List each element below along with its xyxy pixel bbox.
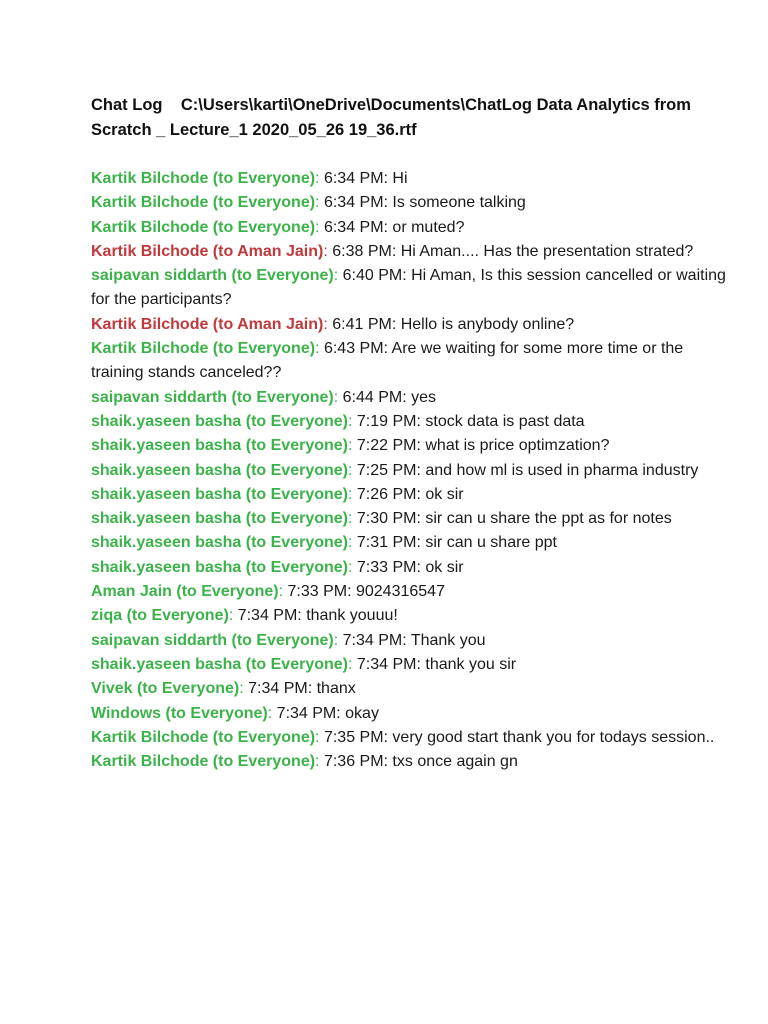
chat-message [91,556,731,580]
document-page [91,93,731,774]
message-sender: shaik.yaseen basha (to Everyone) [91,534,348,552]
message-sender: Kartik Bilchode (to Everyone) [91,753,316,771]
document-title: Chat Log C:\Users\karti\OneDrive\Documents\ChatLog Data Analytics from Scratch _ Lecture_1 2020_05_26 19_36.rtf [91,96,696,139]
chat-message [91,216,731,240]
chat-message [91,750,731,774]
message-sender: Kartik Bilchode (to Everyone) [91,170,316,187]
sender-separator: : [315,728,320,746]
sender-separator: : [348,534,353,552]
message-text: 6:44 PM: yes [338,388,437,406]
message-text: 7:33 PM: ok sir [352,558,464,576]
message-sender: Kartik Bilchode (to Aman Jain) [91,242,324,260]
message-sender: shaik.yaseen basha (to Everyone) [91,461,348,479]
message-text: 7:35 PM: very good start thank you for todays session.. [319,728,715,746]
sender-separator: : [239,680,244,698]
message-text: 7:26 PM: ok sir [352,485,464,503]
sender-separator: : [333,388,339,406]
sender-separator: : [323,242,328,260]
message-sender: ziqa (to Everyone) [91,607,229,625]
message-sender: shaik.yaseen basha (to Everyone) [91,655,348,673]
message-sender: saipavan siddarth (to Everyone) [91,267,334,285]
message-text: 6:40 PM: Hi Aman, Is this session cancelled or waiting for the participants? [91,267,726,309]
message-sender: shaik.yaseen basha (to Everyone) [91,558,348,576]
message-sender: saipavan siddarth (to Everyone) [91,388,334,406]
sender-separator: : [348,485,353,503]
message-text: 7:34 PM: thank youuu! [233,607,398,625]
chat-message [91,507,731,531]
message-sender: shaik.yaseen basha (to Everyone) [91,485,348,503]
sender-separator: : [348,655,353,673]
message-text: 7:30 PM: sir can u share the ppt as for notes [352,510,672,528]
message-text: 7:25 PM: and how ml is used in pharma industry [352,461,699,479]
message-sender: Kartik Bilchode (to Everyone) [91,218,316,236]
message-text: 6:34 PM: Is someone talking [319,194,526,212]
message-sender: saipavan siddarth (to Everyone) [91,631,334,649]
message-text: 6:41 PM: Hello is anybody online? [327,315,575,333]
chat-message [91,337,731,386]
chat-message [91,264,731,313]
chat-message [91,240,731,264]
chat-message [91,677,731,701]
message-text: 7:19 PM: stock data is past data [352,412,585,430]
sender-separator: : [315,170,320,187]
message-text: 6:34 PM: Hi [319,170,408,187]
message-text: 7:31 PM: sir can u share ppt [352,534,557,552]
message-text: 7:36 PM: txs once again gn [319,753,518,771]
message-sender: shaik.yaseen basha (to Everyone) [91,437,348,455]
sender-separator: : [348,558,353,576]
chat-message [91,410,731,434]
chat-message [91,483,731,507]
chat-message [91,531,731,555]
message-text: 6:34 PM: or muted? [319,218,465,236]
chat-message [91,702,731,726]
chat-message [91,726,731,750]
chat-message [91,629,731,653]
sender-separator: : [315,194,320,212]
chat-log [91,167,731,774]
chat-message [91,191,731,215]
message-sender: Kartik Bilchode (to Everyone) [91,194,316,212]
message-sender: Kartik Bilchode (to Everyone) [91,340,316,358]
sender-separator: : [315,753,320,771]
message-text: 7:22 PM: what is price optimzation? [352,437,610,455]
message-sender: shaik.yaseen basha (to Everyone) [91,412,348,430]
sender-separator: : [348,510,353,528]
sender-separator: : [228,607,234,625]
message-sender: Kartik Bilchode (to Aman Jain) [91,315,324,333]
sender-separator: : [323,315,328,333]
chat-message [91,653,731,677]
message-sender: Kartik Bilchode (to Everyone) [91,728,316,746]
sender-separator: : [333,267,339,285]
message-text: 7:34 PM: Thank you [338,631,486,649]
message-text: 7:34 PM: thanx [243,680,356,698]
message-sender: Vivek (to Everyone) [91,680,240,698]
sender-separator: : [348,461,353,479]
chat-message [91,459,731,483]
chat-message [91,313,731,337]
sender-separator: : [348,412,353,430]
sender-separator: : [315,340,320,358]
sender-separator: : [278,583,284,601]
chat-message [91,386,731,410]
message-sender: shaik.yaseen basha (to Everyone) [91,510,348,528]
chat-message [91,167,731,191]
message-text: 6:38 PM: Hi Aman.... Has the presentation strated? [327,242,694,260]
sender-separator: : [333,631,339,649]
chat-message [91,604,731,628]
sender-separator: : [348,437,353,455]
chat-message [91,580,731,604]
chat-message [91,434,731,458]
message-sender: Windows (to Everyone) [91,704,268,722]
message-text: 7:34 PM: thank you sir [352,655,517,673]
message-text: 7:33 PM: 9024316547 [283,583,445,601]
message-text: 6:43 PM: Are we waiting for some more time or the training stands canceled?? [91,340,684,382]
message-sender: Aman Jain (to Everyone) [91,583,279,601]
sender-separator: : [267,704,273,722]
sender-separator: : [315,218,320,236]
message-text: 7:34 PM: okay [272,704,379,722]
